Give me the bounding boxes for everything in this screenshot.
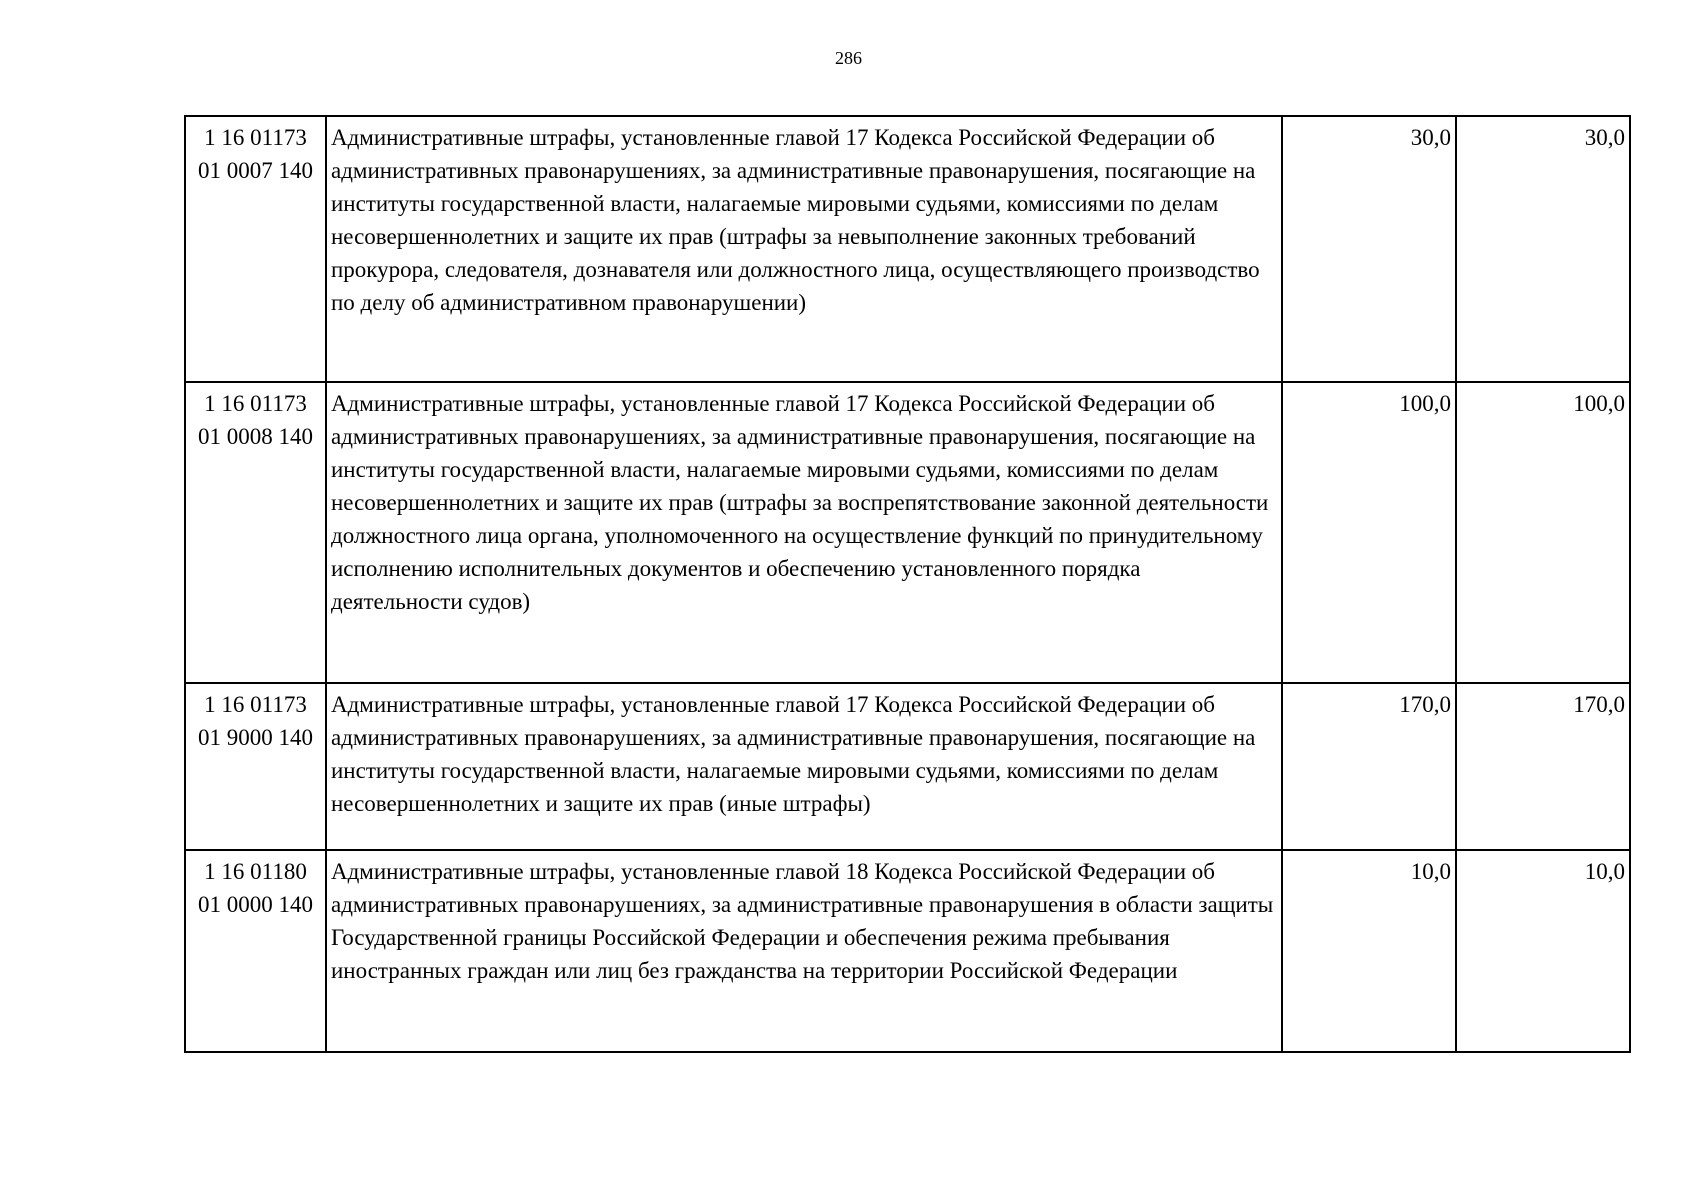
description-cell: Административные штрафы, установленные главой 17 Кодекса Российской Федерации об административных правонарушениях, за административные правонарушения, посягающие на институты государственной власти, налагаемые мировыми судьями, комиссиями по делам несовершеннолетних и защите их прав (штрафы за невыполнение законных требований прокурора, следователя, дознавателя или должностного лица, осуществляющего производство по делу об административном правонарушении): [326, 116, 1282, 382]
code-line-1: 1 16 01173: [204, 125, 307, 150]
table-row: [185, 683, 1630, 850]
code-line-2: 01 0008 140: [198, 424, 313, 449]
table-row: [185, 850, 1630, 1052]
value-cell-2: 30,0: [1456, 116, 1630, 382]
code-line-1: 1 16 01173: [204, 391, 307, 416]
description-cell: Административные штрафы, установленные главой 17 Кодекса Российской Федерации об административных правонарушениях, за административные правонарушения, посягающие на институты государственной власти, налагаемые мировыми судьями, комиссиями по делам несовершеннолетних и защите их прав (штрафы за воспрепятствование законной деятельности должностного лица органа, уполномоченного на осуществление функций по принудительному исполнению исполнительных документов и обеспечению установленного порядка деятельности судов): [326, 382, 1282, 683]
value-cell-2: 170,0: [1456, 683, 1630, 850]
code-line-1: 1 16 01180: [204, 859, 307, 884]
revenue-table: [184, 115, 1631, 1053]
code-line-2: 01 0007 140: [198, 158, 313, 183]
classification-code-cell: [185, 850, 326, 1052]
value-cell-1: 170,0: [1282, 683, 1456, 850]
code-line-2: 01 9000 140: [198, 725, 313, 750]
classification-code-cell: [185, 116, 326, 382]
description-cell: Административные штрафы, установленные главой 17 Кодекса Российской Федерации об административных правонарушениях, за административные правонарушения, посягающие на институты государственной власти, налагаемые мировыми судьями, комиссиями по делам несовершеннолетних и защите их прав (иные штрафы): [326, 683, 1282, 850]
code-line-1: 1 16 01173: [204, 692, 307, 717]
value-cell-1: 30,0: [1282, 116, 1456, 382]
code-line-2: 01 0000 140: [198, 892, 313, 917]
value-cell-1: 10,0: [1282, 850, 1456, 1052]
description-cell: Административные штрафы, установленные главой 18 Кодекса Российской Федерации об административных правонарушениях, за административные правонарушения в области защиты Государственной границы Российской Федерации и обеспечения режима пребывания иностранных граждан или лиц без гражданства на территории Российской Федерации: [326, 850, 1282, 1052]
value-cell-2: 10,0: [1456, 850, 1630, 1052]
value-cell-1: 100,0: [1282, 382, 1456, 683]
classification-code-cell: [185, 683, 326, 850]
value-cell-2: 100,0: [1456, 382, 1630, 683]
table-row: [185, 382, 1630, 683]
page-number: 286: [835, 48, 862, 68]
classification-code-cell: [185, 382, 326, 683]
table-row: [185, 116, 1630, 382]
